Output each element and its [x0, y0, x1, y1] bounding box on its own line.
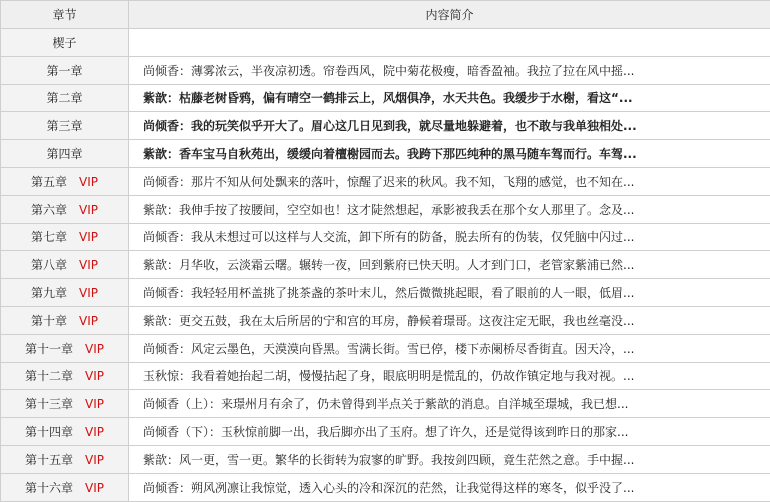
table-row[interactable] [1, 473, 770, 501]
vip-badge: VIP [85, 481, 104, 495]
chapter-cell[interactable] [1, 362, 129, 390]
chapter-title-link[interactable]: 第八章 [31, 258, 67, 272]
table-row[interactable] [1, 223, 770, 251]
vip-badge: VIP [79, 258, 98, 272]
chapter-title-link[interactable]: 第七章 [31, 230, 67, 244]
summary-cell: 尚倾香：我轻轻用杯盖挑了挑茶盏的茶叶末儿，然后微微挑起眼，看了眼前的人一眼，低眉... [129, 279, 770, 307]
table-row[interactable] [1, 334, 770, 362]
vip-badge: VIP [85, 369, 104, 383]
chapter-cell[interactable] [1, 29, 129, 57]
table-row[interactable] [1, 112, 770, 140]
chapter-cell[interactable] [1, 195, 129, 223]
summary-cell: 紫歆：更交五鼓，我在太后所居的宁和宫的耳房，静候着璟哥。这夜注定无眠，我也丝毫没... [129, 306, 770, 334]
vip-badge: VIP [85, 342, 104, 356]
table-header-row [1, 1, 770, 29]
table-row[interactable] [1, 56, 770, 84]
chapter-title-link[interactable]: 第九章 [31, 286, 67, 300]
summary-cell: 尚倾香：朔风冽凛让我惊觉，透入心头的冷和深沉的茫然，让我觉得这样的寒冬，似乎没了... [129, 473, 770, 501]
table-row[interactable] [1, 306, 770, 334]
table-row[interactable] [1, 279, 770, 307]
chapter-title-link[interactable]: 第十章 [31, 314, 67, 328]
chapter-cell[interactable] [1, 334, 129, 362]
table-row[interactable] [1, 84, 770, 112]
summary-cell: 尚倾香（上）：来璟州月有余了，仍未曾得到半点关于紫歆的消息。自洋城至璟城，我已想... [129, 390, 770, 418]
chapter-title-link[interactable]: 第十一章 [25, 342, 73, 356]
chapter-title-link[interactable]: 第十五章 [25, 453, 73, 467]
chapter-title-link[interactable]: 第一章 [46, 64, 82, 78]
summary-cell: 尚倾香：我从未想过可以这样与人交流，卸下所有的防备，脱去所有的伪装，仅凭脑中闪过... [129, 223, 770, 251]
table-row[interactable] [1, 390, 770, 418]
chapter-cell[interactable] [1, 390, 129, 418]
chapter-title-link[interactable]: 第五章 [31, 175, 67, 189]
table-row[interactable] [1, 362, 770, 390]
summary-cell: 尚倾香：我的玩笑似乎开大了。眉心这几日见到我，就尽量地躲避着，也不敢与我单独相处... [129, 112, 770, 140]
vip-badge: VIP [79, 175, 98, 189]
table-row[interactable] [1, 445, 770, 473]
summary-cell: 尚倾香：风定云墨色，天漠漠向昏黑。雪满长街。雪已停，楼下赤阑桥尽香街直。因天冷，... [129, 334, 770, 362]
chapter-cell[interactable] [1, 306, 129, 334]
chapter-title-link[interactable]: 第四章 [46, 147, 82, 161]
chapter-cell[interactable] [1, 251, 129, 279]
chapter-cell[interactable] [1, 140, 129, 168]
chapter-cell[interactable] [1, 112, 129, 140]
chapter-cell[interactable] [1, 223, 129, 251]
chapter-title-link[interactable]: 第六章 [31, 203, 67, 217]
header-summary: 内容简介 [129, 1, 770, 29]
vip-badge: VIP [85, 453, 104, 467]
table-row[interactable] [1, 167, 770, 195]
chapter-title-link[interactable]: 第三章 [46, 119, 82, 133]
summary-cell: 紫歆：月华收，云淡霜云曙。辗转一夜，回到紫府已快天明。人才到门口，老管家紫浦已然... [129, 251, 770, 279]
chapter-title-link[interactable]: 第二章 [46, 91, 82, 105]
summary-cell: 尚倾香：那片不知从何处飘来的落叶，惊醒了迟来的秋风。我不知，飞翔的感觉，也不知在... [129, 167, 770, 195]
summary-cell: 紫歆：枯藤老树昏鸦，偏有晴空一鹤排云上，风烟俱净，水天共色。我缓步于水榭，看这“... [129, 84, 770, 112]
chapter-title-link[interactable]: 第十三章 [25, 397, 73, 411]
summary-cell: 尚倾香：薄雾浓云，半夜凉初透。帘卷西风，院中菊花极瘦，暗香盈袖。我拉了拉在风中摇... [129, 56, 770, 84]
chapter-title-link[interactable]: 楔子 [52, 36, 76, 50]
summary-cell: 紫歆：风一更，雪一更。繁华的长街转为寂寥的旷野。我按剑四顾，竟生茫然之意。手中握... [129, 445, 770, 473]
table-row[interactable] [1, 195, 770, 223]
vip-badge: VIP [85, 397, 104, 411]
chapter-cell[interactable] [1, 418, 129, 446]
chapter-cell[interactable] [1, 445, 129, 473]
summary-cell: 紫歆：香车宝马自秋苑出，缓缓向着檀榭园而去。我跨下那匹纯种的黑马随车驾而行。车驾... [129, 140, 770, 168]
header-chapter: 章节 [1, 1, 129, 29]
summary-cell: 尚倾香（下）：玉秋惊前脚一出，我后脚亦出了玉府。想了许久，还是觉得该到昨日的那家... [129, 418, 770, 446]
summary-cell [129, 29, 770, 57]
vip-badge: VIP [79, 230, 98, 244]
table-row[interactable] [1, 418, 770, 446]
chapter-cell[interactable] [1, 473, 129, 501]
table-row[interactable] [1, 251, 770, 279]
summary-cell: 玉秋惊：我看着她抬起二胡，慢慢拈起了身，眼底明明是慌乱的，仍故作镇定地与我对视。... [129, 362, 770, 390]
chapter-title-link[interactable]: 第十六章 [25, 481, 73, 495]
summary-cell: 紫歆：我伸手按了按腰间，空空如也！这才陡然想起，承影被我丢在那个女人那里了。念及... [129, 195, 770, 223]
chapter-cell[interactable] [1, 56, 129, 84]
vip-badge: VIP [79, 314, 98, 328]
vip-badge: VIP [85, 425, 104, 439]
chapter-cell[interactable] [1, 84, 129, 112]
table-row[interactable] [1, 140, 770, 168]
chapter-cell[interactable] [1, 167, 129, 195]
chapter-title-link[interactable]: 第十二章 [25, 369, 73, 383]
vip-badge: VIP [79, 203, 98, 217]
vip-badge: VIP [79, 286, 98, 300]
chapter-title-link[interactable]: 第十四章 [25, 425, 73, 439]
table-row[interactable] [1, 29, 770, 57]
chapter-cell[interactable] [1, 279, 129, 307]
